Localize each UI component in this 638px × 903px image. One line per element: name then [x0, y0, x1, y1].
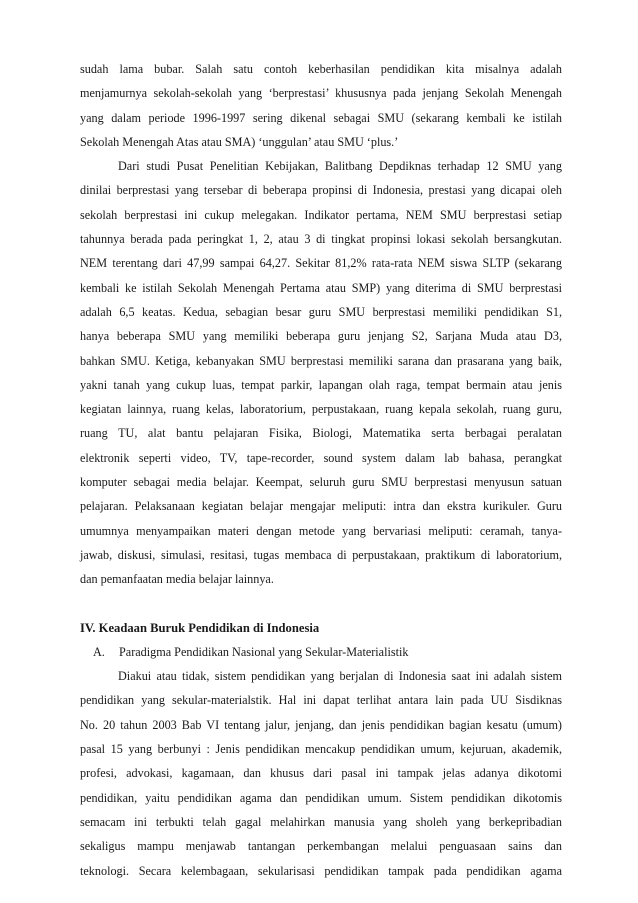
- text-line: dinilai berprestasi yang tersebar di beberapa propinsi di Indonesia, prestasi yang dicapai oleh: [80, 183, 562, 198]
- text-line: adalah 6,5 keatas. Kedua, sebagian besar guru SMU berprestasi memiliki pendidikan S1,: [80, 304, 562, 319]
- text-line: yang dalam periode 1996-1997 sering dikenal sebagai SMU (sekarang kembali ke istilah: [80, 110, 562, 125]
- text-line: sekaligus mampu menjawab tantangan perkembangan melalui penguasaan sains dan: [80, 839, 562, 854]
- text-line: NEM terentang dari 47,99 sampai 64,27. Sekitar 81,2% rata-rata NEM siswa SLTP (sekarang: [80, 256, 562, 271]
- subsection-heading: [80, 640, 562, 664]
- text-line: pendidikan yang sekular-materialstik. Hal ini dapat terlihat antara lain pada UU Sisdiknas: [80, 693, 562, 708]
- text-line: pelajaran. Pelaksanaan kegiatan belajar mengajar meliputi: intra dan ekstra kurikuler. Guru: [80, 499, 562, 514]
- text-line: kegiatan lainnya, ruang kelas, laboratorium, perpustakaan, ruang kepala sekolah, ruang guru,: [80, 402, 562, 417]
- text-line: pendidikan, yaitu pendidikan agama dan pendidikan umum. Sistem pendidikan dikotomis: [80, 790, 562, 805]
- text-line: pasal 15 yang berbunyi : Jenis pendidikan mencakup pendidikan umum, kejuruan, akademik,: [80, 742, 562, 757]
- paragraph-2: [80, 154, 562, 591]
- text-line: hanya beberapa SMU yang memiliki beberapa guru jenjang S2, Sarjana Muda atau D3,: [80, 329, 562, 344]
- text-line: elektronik seperti video, TV, tape-recorder, sound system dalam lab bahasa, perangkat: [80, 450, 562, 465]
- text-line: bahkan SMU. Ketiga, kebanyakan SMU berprestasi memiliki sarana dan prasarana yang baik,: [80, 353, 562, 368]
- text-line: umumnya menyampaikan materi dengan metode yang bervariasi meliputi: ceramah, tanya-: [80, 523, 562, 538]
- text-line: menjamurnya sekolah-sekolah yang ‘berprestasi’ khususnya pada jenjang Sekolah Menengah: [80, 86, 562, 101]
- text-line: Sekolah Menengah Atas atau SMA) ‘unggulan’ atau SMU ‘plus.’: [80, 134, 399, 149]
- section-spacer: [80, 592, 562, 616]
- paragraph-1: [80, 57, 562, 154]
- document-page: [80, 57, 562, 883]
- text-line: kembali ke istilah Sekolah Menengah Pertama atau SMP) yang diterima di SMU berprestasi: [80, 280, 562, 295]
- subsection-letter: A.: [93, 644, 105, 659]
- text-line: No. 20 tahun 2003 Bab VI tentang jalur, jenjang, dan jenis pendidikan bagian kesatu (umum): [80, 717, 562, 732]
- text-line: Diakui atau tidak, sistem pendidikan yang berjalan di Indonesia saat ini adalah sistem: [118, 669, 562, 684]
- text-line: sekolah berprestasi ini cukup melegakan. Indikator pertama, NEM SMU berprestasi setiap: [80, 207, 562, 222]
- text-line: yakni tanah yang cukup luas, tempat parkir, lapangan olah raga, tempat bermain atau jenis: [80, 377, 562, 392]
- text-line: semacam ini terbukti telah gagal melahirkan manusia yang sholeh yang berkepribadian: [80, 814, 562, 829]
- subsection-title: Paradigma Pendidikan Nasional yang Sekular-Materialistik: [119, 644, 409, 659]
- section-heading: IV. Keadaan Buruk Pendidikan di Indonesia: [80, 620, 320, 635]
- text-line: jawab, diskusi, simulasi, resitasi, tugas membaca di perpustakaan, praktikum di laboratorium,: [80, 547, 562, 562]
- text-line: Dari studi Pusat Penelitian Kebijakan, Balitbang Depdiknas terhadap 12 SMU yang: [118, 159, 562, 174]
- text-line: komputer sebagai media belajar. Keempat, seluruh guru SMU berprestasi menyusun satuan: [80, 475, 562, 490]
- text-line: teknologi. Secara kelembagaan, sekularisasi pendidikan tampak pada pendidikan agama: [80, 863, 562, 878]
- text-line: profesi, advokasi, kagamaan, dan khusus dari pasal ini tampak jelas adanya dikotomi: [80, 766, 562, 781]
- paragraph-3: [80, 664, 562, 883]
- text-line: ruang TU, alat bantu pelajaran Fisika, Biologi, Matematika serta berbagai peralatan: [80, 426, 562, 441]
- text-line: sudah lama bubar. Salah satu contoh keberhasilan pendidikan kita misalnya adalah: [80, 62, 562, 76]
- text-line: tahunnya berada pada peringkat 1, 2, atau 3 di tingkat propinsi lokasi sekolah bersangkutan.: [80, 232, 562, 247]
- text-line: dan pemanfaatan media belajar lainnya.: [80, 572, 274, 587]
